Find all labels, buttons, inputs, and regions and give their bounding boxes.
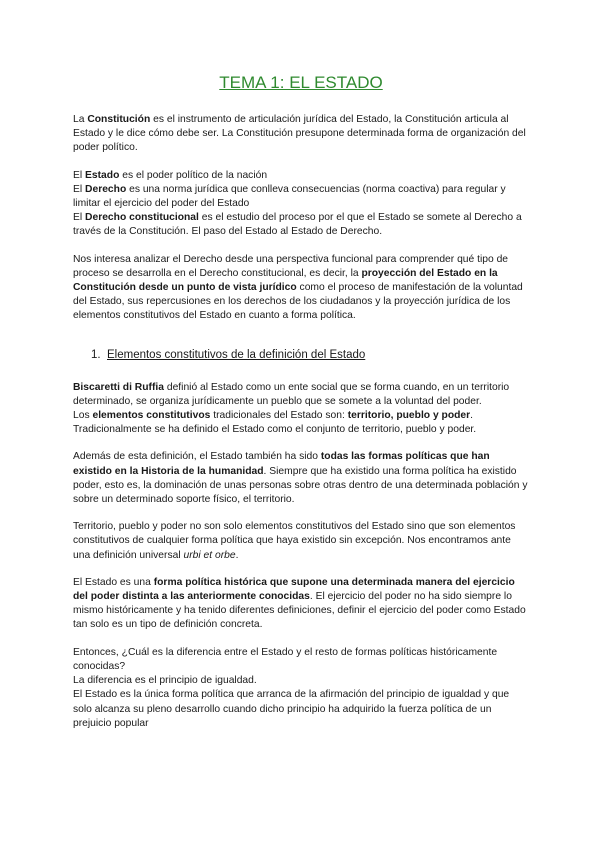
- page-title: TEMA 1: EL ESTADO: [219, 73, 383, 92]
- question-paragraph: Entonces, ¿Cuál es la diferencia entre el Estado y el resto de formas políticas históricamente conocidas?: [73, 646, 498, 672]
- definition-derecho-constitucional: El Derecho constitucional es el estudio del proceso por el que el Estado se somete al Derecho a través de la Constitución. El paso del Estado al Estado de Derecho.: [73, 212, 522, 238]
- definition-estado: El Estado es el poder político de la nación: [73, 169, 268, 181]
- section-heading: [91, 347, 529, 363]
- universal-paragraph: Territorio, pueblo y poder no son solo elementos constitutivos del Estado sino que son elementos constitutivos de cualquier forma política que haya existido sin excepción. Nos encontramos ante una definición universal urbi et orbe.: [73, 521, 516, 561]
- section-number: 1.: [91, 348, 101, 361]
- section-title: Elementos constitutivos de la definición del Estado: [107, 348, 366, 361]
- intro-paragraph: La Constitución es el instrumento de articulación jurídica del Estado, la Constitución articula al Estado y le dice cómo debe ser. La Constitución presupone determinada forma de organización del poder político.: [73, 114, 526, 154]
- history-paragraph: Además de esta definición, el Estado también ha sido todas las formas políticas que han existido en la Historia de la humanidad. Siempre que ha existido una forma política ha existido poder, esto es, la dominación de unas personas sobre otras dentro de una determinada población y sobre un determinado soporte físico, el territorio.: [73, 451, 528, 506]
- historical-form-paragraph: El Estado es una forma política histórica que supone una determinada manera del ejercicio del poder distinta a las anteriormente conocidas. El ejercicio del poder no ha sido siempre lo mismo históricamente y ha tenido diferentes definiciones, definir el ejercicio del poder como Estado tan solo es un tipo de definición concreta.: [73, 576, 526, 631]
- definition-derecho: El Derecho es una norma jurídica que conlleva consecuencias (norma coactiva) para regular y limitar el ejercicio del poder del Estado: [73, 183, 506, 210]
- analysis-paragraph: Nos interesa analizar el Derecho desde una perspectiva funcional para comprender qué tipo de proceso se desarrolla en el Derecho constitucional, es decir, la proyección del Estado en la Constitución desde un punto de vista jurídico como el proceso de manifestación de la voluntad del Estado, sus repercusiones en los derechos de los ciudadanos y la proyección jurídica de los elementos constitutivos del Estado en cuanto a forma política.: [73, 253, 523, 322]
- elements-paragraph: Los elementos constitutivos tradicionales del Estado son: territorio, pueblo y poder. Tradicionalmente se ha definido el Estado como el conjunto de territorio, pueblo y poder.: [73, 410, 477, 436]
- answer-paragraph: La diferencia es el principio de igualdad.: [73, 675, 257, 687]
- biscaretti-paragraph: Biscaretti di Ruffia definió al Estado como un ente social que se forma cuando, en un territorio determinado, se organiza jurídicamente un pueblo que se somete a la voluntad del poder.: [73, 381, 510, 407]
- equality-paragraph: El Estado es la única forma política que arranca de la afirmación del principio de igualdad y que solo alcanza su pleno desarrollo cuando dicho principio ha adquirido la fuerza política de un prejuicio popular: [73, 689, 510, 729]
- document-page: [73, 72, 529, 731]
